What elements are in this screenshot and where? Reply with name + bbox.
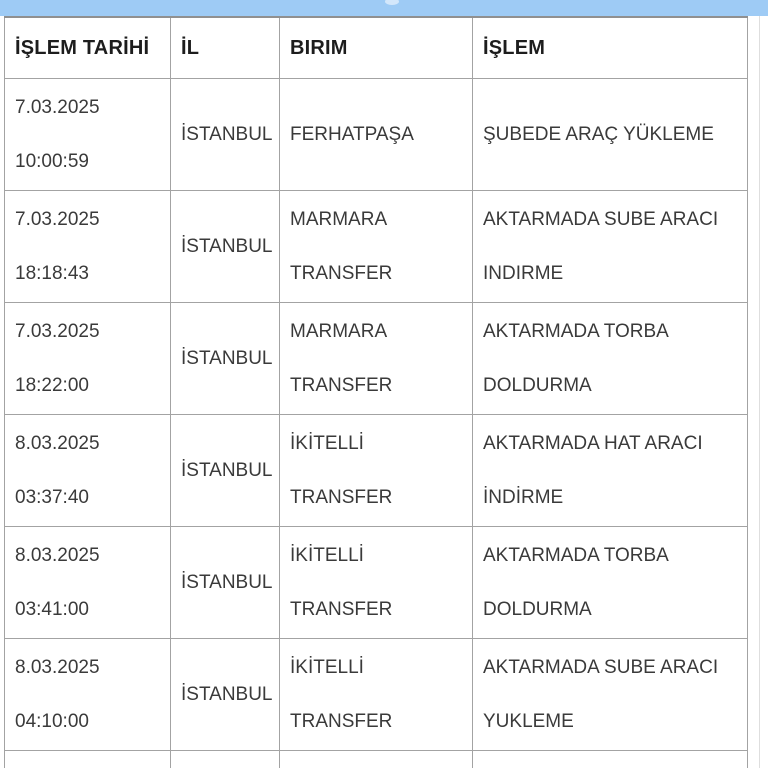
cell-il: [171, 191, 280, 303]
unit-line-1: İKİTELLİ: [290, 432, 364, 454]
cell-birim: [280, 527, 473, 639]
table-row: [5, 639, 748, 751]
date-text: 8.03.2025: [15, 544, 100, 566]
city-text: İSTANBUL: [181, 459, 273, 481]
unit-line-1: İKİTELLİ: [290, 656, 364, 678]
cell-islem-tarihi: [5, 751, 171, 768]
table-row: [5, 415, 748, 527]
unit-line-2: TRANSFER: [290, 598, 393, 620]
cell-islem-tarihi: [5, 191, 171, 303]
unit-line-2: TRANSFER: [290, 374, 393, 396]
cell-islem: [473, 751, 748, 768]
table-header-row: [5, 17, 748, 79]
cell-islem-tarihi: [5, 415, 171, 527]
date-text: 7.03.2025: [15, 96, 100, 118]
column-header-islem: İŞLEM: [473, 17, 748, 79]
cell-birim: [280, 639, 473, 751]
unit-line-1: FERHATPAŞA: [290, 123, 414, 145]
cell-islem-tarihi: [5, 527, 171, 639]
table-row: [5, 191, 748, 303]
date-text: 8.03.2025: [15, 656, 100, 678]
date-text: 7.03.2025: [15, 320, 100, 342]
operation-line-1: ŞUBEDE ARAÇ YÜKLEME: [483, 123, 714, 145]
operation-line-1: AKTARMADA SUBE ARACI: [483, 656, 719, 678]
column-header-islem-tarihi: İŞLEM TARİHİ: [5, 17, 171, 79]
operation-line-1: AKTARMADA TORBA: [483, 320, 669, 342]
table-row: [5, 79, 748, 191]
cell-birim: [280, 191, 473, 303]
operation-line-2: DOLDURMA: [483, 598, 592, 620]
cell-islem: [473, 639, 748, 751]
city-text: İSTANBUL: [181, 571, 273, 593]
unit-line-2: TRANSFER: [290, 262, 393, 284]
cell-birim: [280, 751, 473, 768]
cell-il: [171, 751, 280, 768]
cell-birim: [280, 303, 473, 415]
cell-il: [171, 303, 280, 415]
time-text: 04:10:00: [15, 710, 89, 732]
city-text: İSTANBUL: [181, 235, 273, 257]
operation-line-1: AKTARMADA HAT ARACI: [483, 432, 703, 454]
cell-islem: [473, 415, 748, 527]
cell-islem: [473, 527, 748, 639]
column-header-il: İL: [171, 17, 280, 79]
transactions-table: [4, 16, 748, 768]
cell-birim: [280, 79, 473, 191]
table-row-partial: [5, 751, 748, 768]
cell-islem: [473, 191, 748, 303]
cell-islem-tarihi: [5, 79, 171, 191]
unit-line-1: İKİTELLİ: [290, 544, 364, 566]
unit-line-2: TRANSFER: [290, 710, 393, 732]
unit-line-1: MARMARA: [290, 208, 388, 230]
time-text: 10:00:59: [15, 150, 89, 172]
cell-il: [171, 79, 280, 191]
operation-line-1: AKTARMADA TORBA: [483, 544, 669, 566]
column-header-birim: BIRIM: [280, 17, 473, 79]
header-bar-text-remnant: [385, 0, 399, 5]
operation-line-1: AKTARMADA SUBE ARACI: [483, 208, 719, 230]
unit-line-2: TRANSFER: [290, 486, 393, 508]
cell-islem-tarihi: [5, 303, 171, 415]
cell-il: [171, 527, 280, 639]
cell-il: [171, 639, 280, 751]
cell-birim: [280, 415, 473, 527]
table-row: [5, 303, 748, 415]
cell-il: [171, 415, 280, 527]
time-text: 03:37:40: [15, 486, 89, 508]
city-text: İSTANBUL: [181, 123, 273, 145]
operation-line-2: DOLDURMA: [483, 374, 592, 396]
city-text: İSTANBUL: [181, 347, 273, 369]
time-text: 03:41:00: [15, 598, 89, 620]
container-edge-line: [759, 16, 760, 768]
date-text: 7.03.2025: [15, 208, 100, 230]
city-text: İSTANBUL: [181, 683, 273, 705]
cell-islem: [473, 303, 748, 415]
operation-line-2: İNDİRME: [483, 486, 564, 508]
table-row: [5, 527, 748, 639]
header-bar: [0, 0, 768, 16]
cell-islem: [473, 79, 748, 191]
operation-line-2: YUKLEME: [483, 710, 574, 732]
time-text: 18:22:00: [15, 374, 89, 396]
cell-islem-tarihi: [5, 639, 171, 751]
date-text: 8.03.2025: [15, 432, 100, 454]
operation-line-2: INDIRME: [483, 262, 564, 284]
time-text: 18:18:43: [15, 262, 89, 284]
unit-line-1: MARMARA: [290, 320, 388, 342]
